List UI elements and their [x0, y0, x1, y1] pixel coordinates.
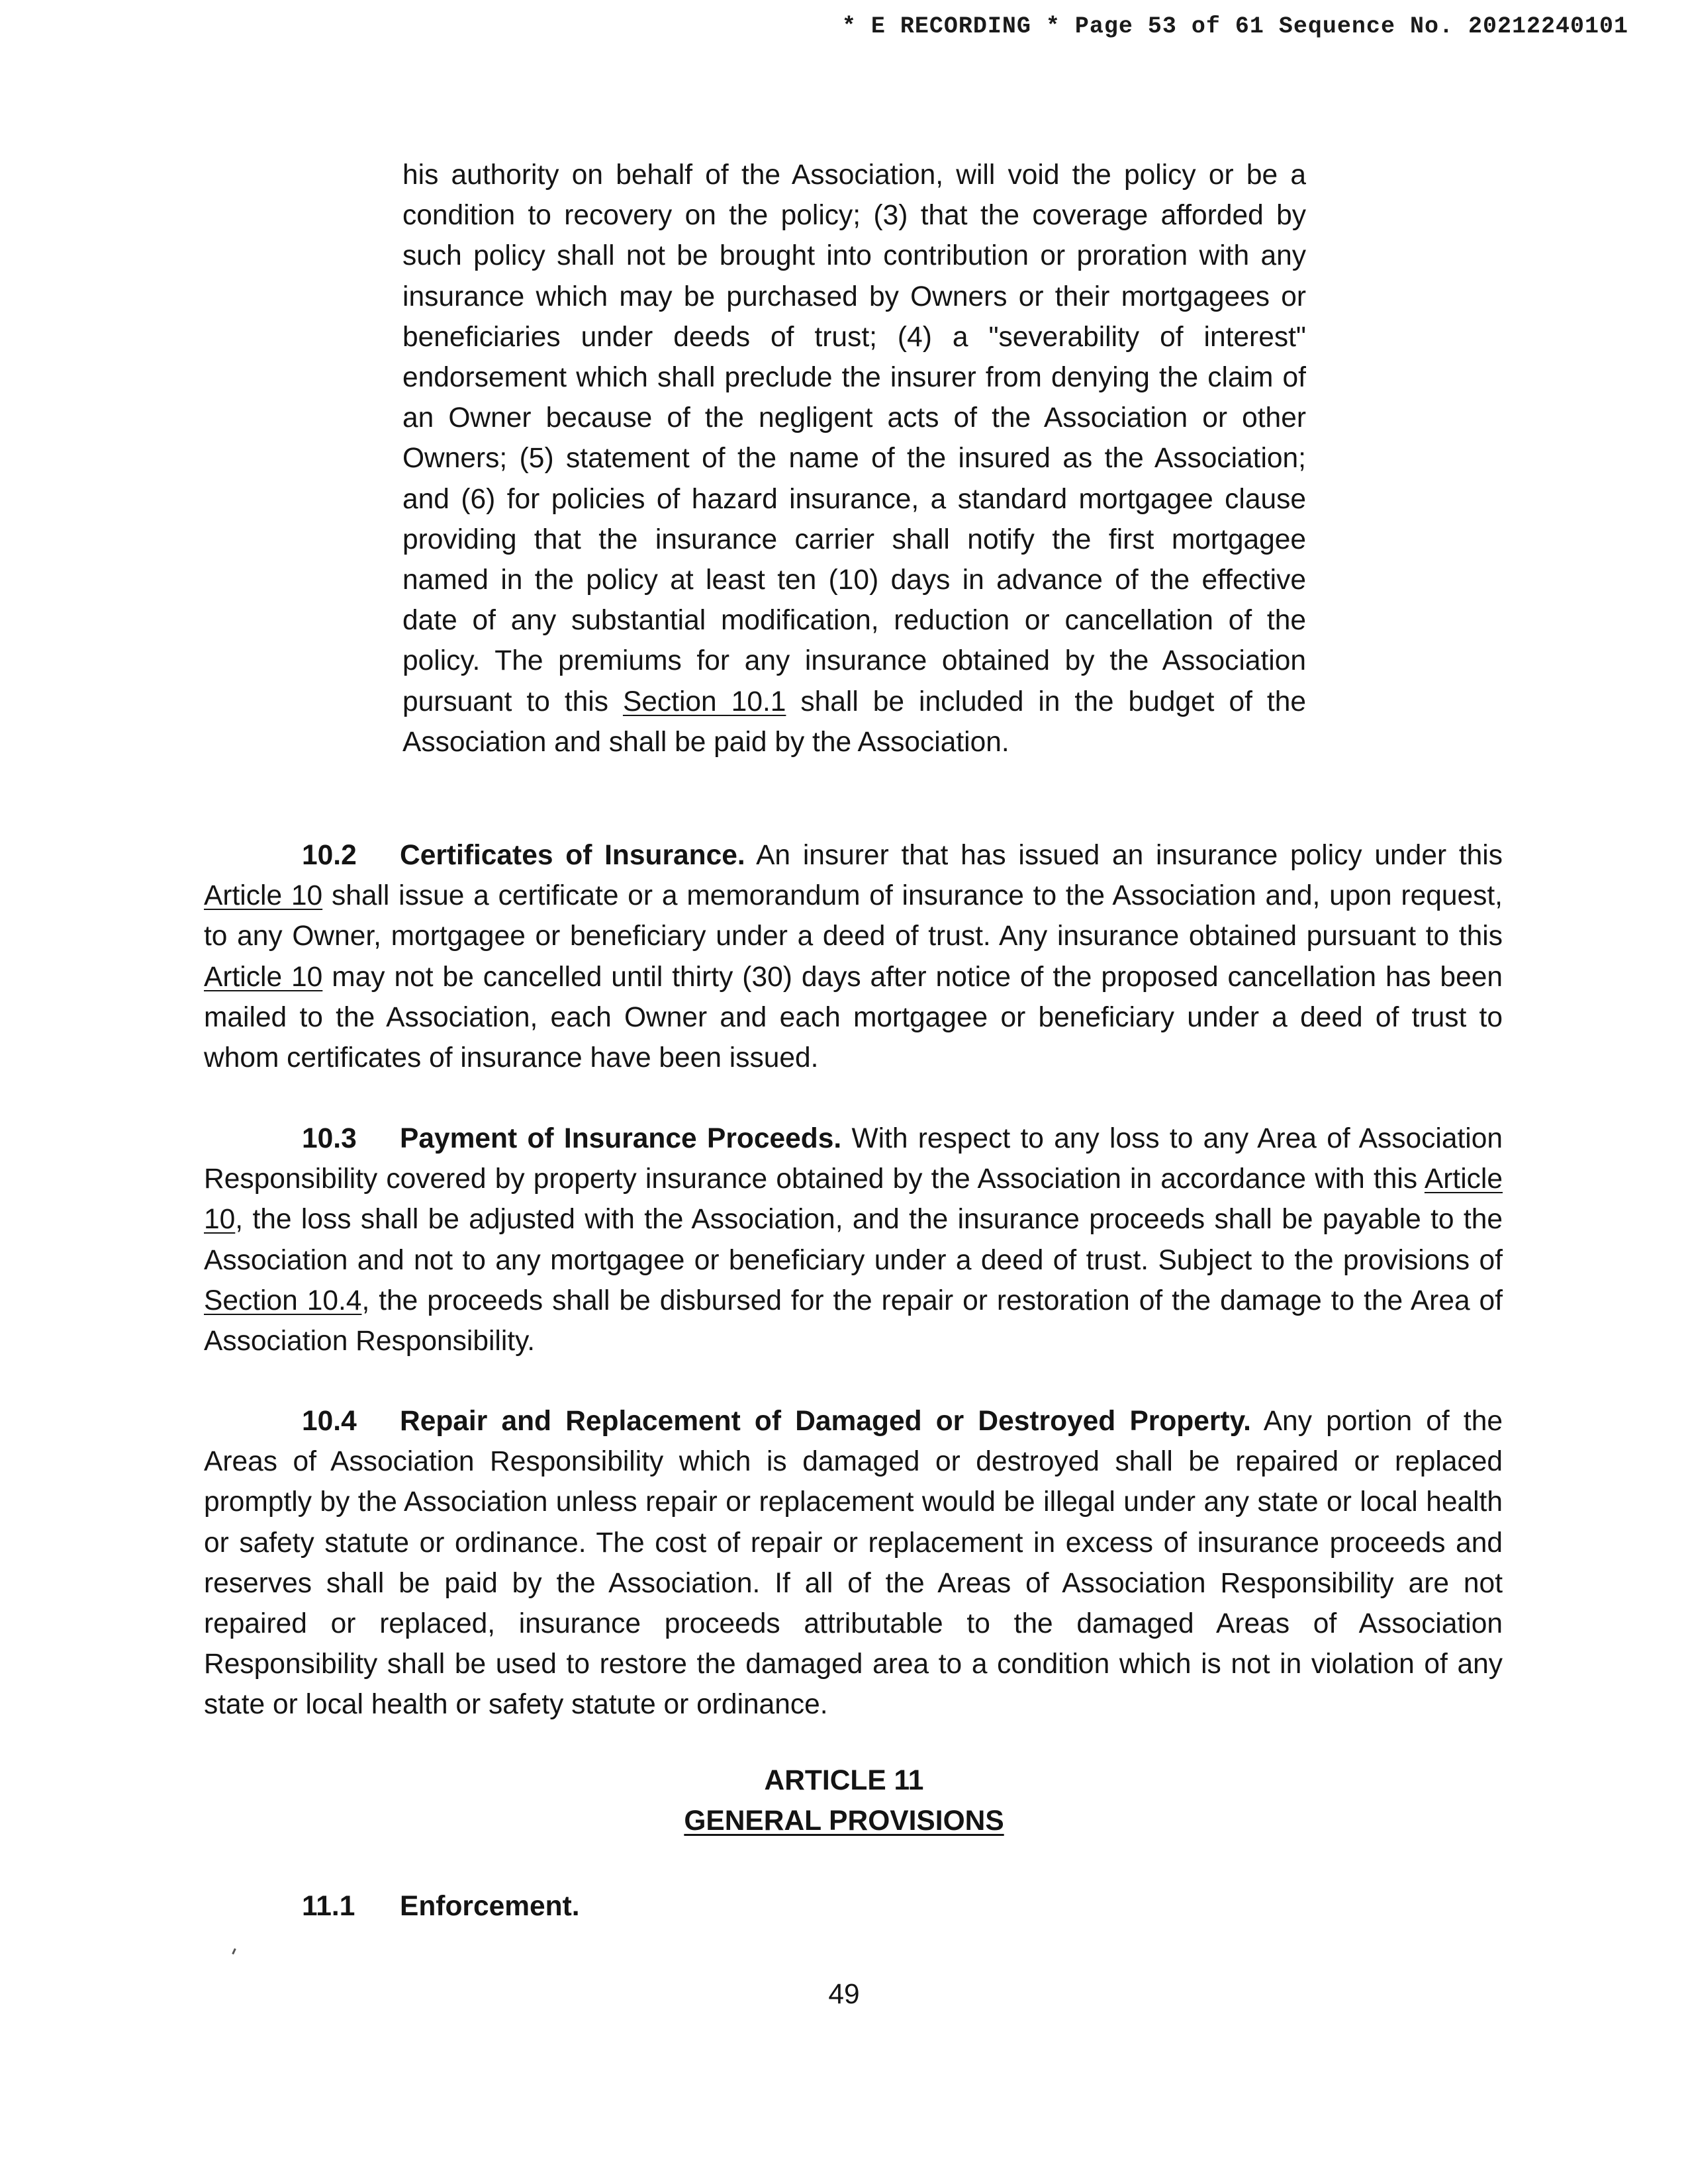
section-text: , the loss shall be adjusted with the Association, and the insurance proceeds shall be payable to the Association and not to any mortgagee or beneficiary under a deed of trust. Subject to the provisions of: [204, 1204, 1503, 1276]
article-10-reference: Article 10: [204, 961, 323, 993]
section-10-4-reference: Section 10.4: [204, 1285, 362, 1316]
page-number: 49: [828, 1979, 860, 2010]
section-title: Enforcement.: [400, 1891, 580, 1922]
section-title: Certificates of Insurance.: [400, 840, 745, 871]
section-number: 11.1: [302, 1891, 355, 1922]
section-10-1-reference: Section 10.1: [622, 686, 786, 717]
continuation-text-a: his authority on behalf of the Association, will void the policy or be a condition to recovery on the policy; (3) that the coverage afforded by such policy shall not be brought into contribution or proration with any insurance which may be purchased by Owners or their mortgagees or beneficiaries under deeds of trust; (4) a "severability of interest" endorsement which shall preclude the insurer from denying the claim of an Owner because of the negligent acts of the Association or other Owners; (5) statement of the name of the insured as the Association; and (6) for policies of hazard insurance, a standard mortgagee clause providing that the insurance carrier shall notify the first mortgagee named in the policy at least ten (10) days in advance of the effective date of any substantial modification, reduction or cancellation of the policy. The premiums for any insurance obtained by the Association pursuant to this: [402, 159, 1306, 717]
continuation-paragraph: [402, 155, 1306, 762]
recording-stamp: * E RECORDING * Page 53 of 61 Sequence No. 20212240101: [841, 13, 1628, 40]
section-number: 10.2: [302, 840, 357, 871]
continuation-text-b: shall be included in the budget of the Association and shall be paid by the Association.: [402, 686, 1306, 758]
section-text: may not be cancelled until thirty (30) days after notice of the proposed cancellation has been mailed to the Association, each Owner and each mortgagee or beneficiary under a deed of trust to whom certificates of insurance have been issued.: [204, 961, 1503, 1074]
section-text: With respect to any loss to any Area of Association Responsibility covered by property insurance obtained by the Association in accordance with this: [204, 1123, 1503, 1195]
section-text: , the proceeds shall be disbursed for the repair or restoration of the damage to the Area of Association Responsibility.: [204, 1285, 1503, 1357]
article-10-reference: Article 10: [204, 880, 323, 912]
article-heading-block: [0, 1760, 1688, 1841]
article-title: GENERAL PROVISIONS: [684, 1805, 1004, 1837]
section-10-3-paragraph: [204, 1118, 1503, 1361]
section-number: 10.4: [302, 1406, 357, 1437]
section-11-1-heading: [204, 1886, 580, 1927]
section-10-4-paragraph: [204, 1401, 1503, 1725]
section-text: An insurer that has issued an insurance policy under this: [745, 840, 1503, 871]
section-text: shall issue a certificate or a memorandum of insurance to the Association and, upon request, to any Owner, mortgagee or beneficiary under a deed of trust. Any insurance obtained pursuant to this: [204, 880, 1503, 952]
section-number: 10.3: [302, 1123, 357, 1154]
section-text: Any portion of the Areas of Association Responsibility which is damaged or destroyed shall be repaired or replaced promptly by the Association unless repair or replacement would be illegal under any state or local health or safety statute or ordinance. The cost of repair or replacement in excess of insurance proceeds and reserves shall be paid by the Association. If all of the Areas of Association Responsibility are not repaired or replaced, insurance proceeds attributable to the damaged Areas of Association Responsibility shall be used to restore the damaged area to a condition which is not in violation of any state or local health or safety statute or ordinance.: [204, 1406, 1503, 1721]
article-10-reference: Article 10: [204, 1163, 1503, 1236]
section-title: Payment of Insurance Proceeds.: [400, 1123, 842, 1154]
scan-artifact-mark: [232, 1948, 236, 1954]
section-title: Repair and Replacement of Damaged or Destroyed Property.: [400, 1406, 1251, 1437]
section-10-2-paragraph: [204, 835, 1503, 1078]
article-number: ARTICLE 11: [764, 1765, 924, 1796]
